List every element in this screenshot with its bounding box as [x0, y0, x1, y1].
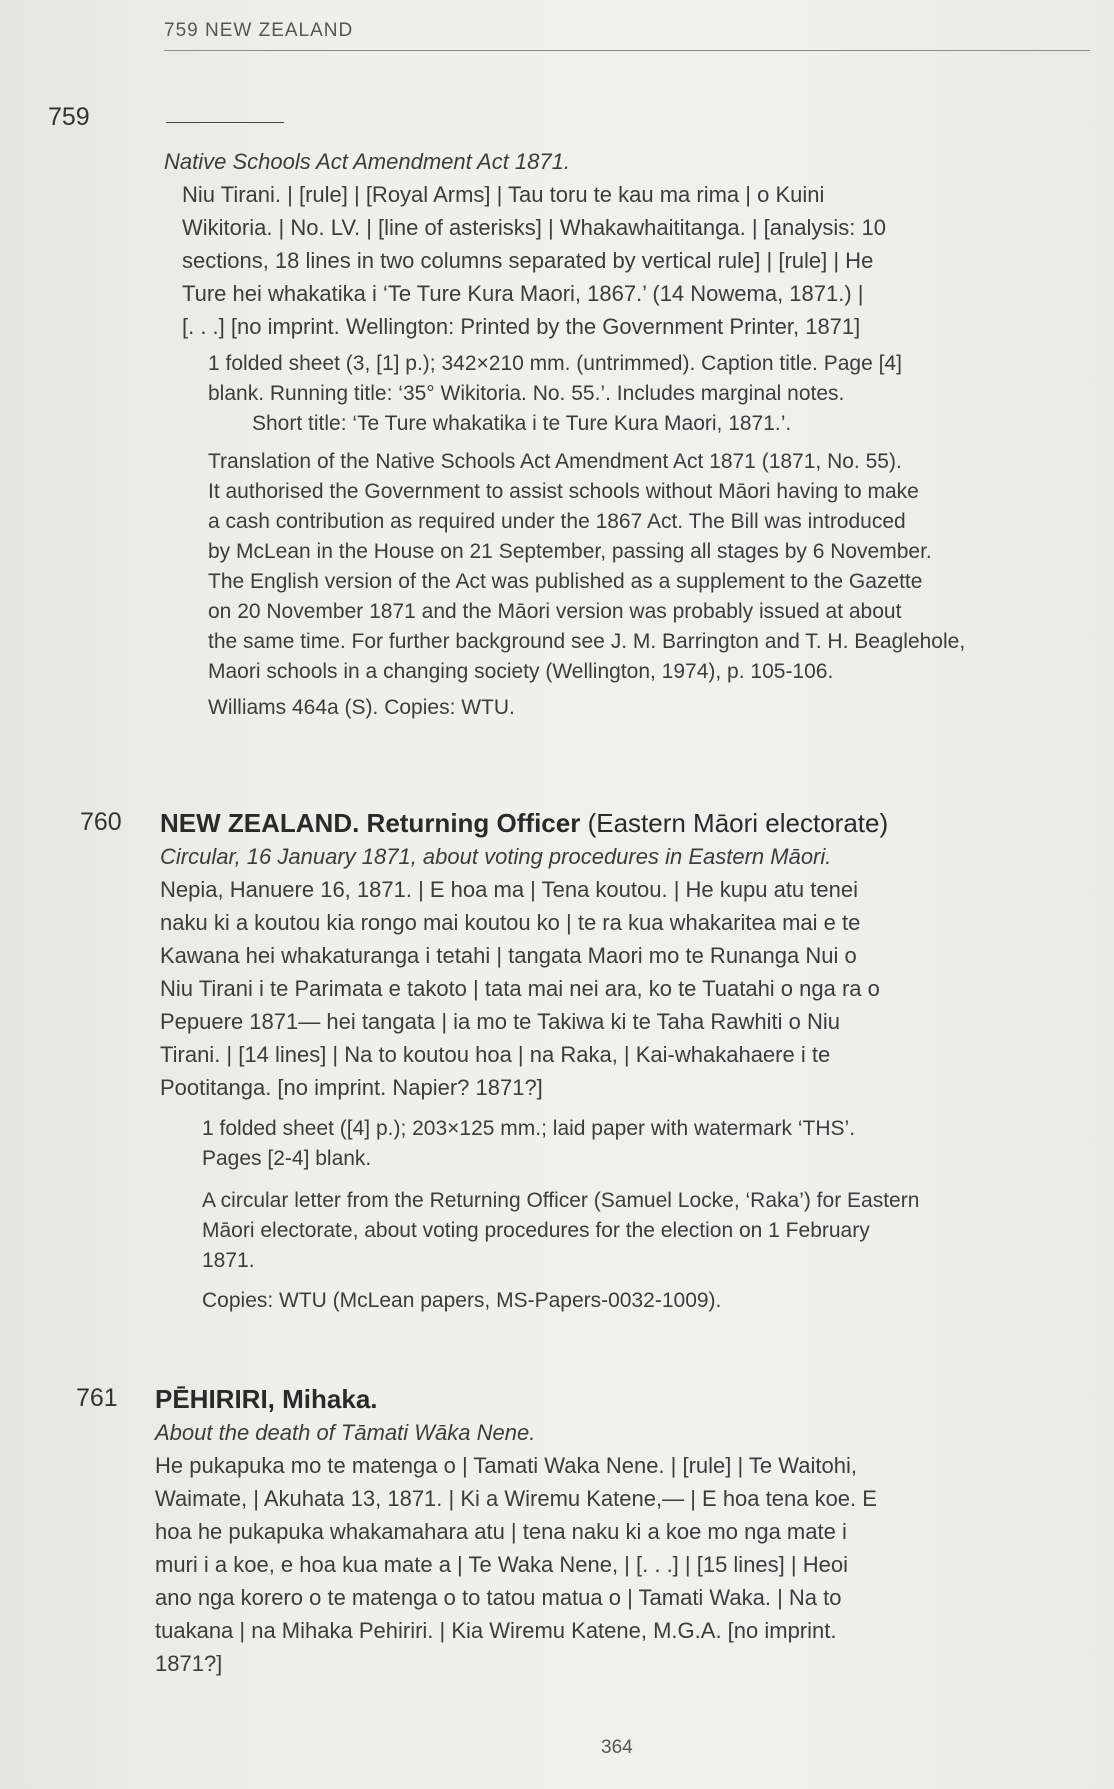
entry-760-note: A circular letter from the Returning Officer (Samuel Locke, ‘Raka’) for Eastern: [202, 1189, 920, 1212]
entry-760-transcription-line: Kawana hei whakaturanga i tetahi | tangata Maori mo te Runanga Nui o: [160, 943, 857, 968]
entry-759-short-title: Short title: ‘Te Ture whakatika i te Ture Kura Maori, 1871.’.: [252, 412, 792, 435]
entry-761-transcription-line: ano nga korero o te matenga o to tatou matua o | Tamati Waka. | Na to: [155, 1585, 842, 1610]
entry-760-heading-qualifier: (Eastern Māori electorate): [580, 808, 889, 838]
entry-760-transcription-line: Pootitanga. [no imprint. Napier? 1871?]: [160, 1075, 543, 1100]
entry-759-transcription-line: sections, 18 lines in two columns separated by vertical rule] | [rule] | He: [182, 248, 874, 273]
entry-760: [160, 806, 1094, 1316]
entry-number-760: 760: [80, 808, 122, 836]
entry-759-copies: Williams 464a (S). Copies: WTU.: [208, 696, 515, 719]
entry-761-heading-author: PĒHIRIRI, Mihaka.: [155, 1384, 378, 1414]
entry-759-transcription-line: Ture hei whakatika i ‘Te Ture Kura Maori, 1867.’ (14 Nowema, 1871.) |: [182, 281, 864, 306]
entry-761-transcription-line: He pukapuka mo te matenga o | Tamati Waka Nene. | [rule] | Te Waitohi,: [155, 1453, 857, 1478]
entry-759-title: Native Schools Act Amendment Act 1871.: [164, 149, 570, 174]
entry-760-transcription-line: Niu Tirani i te Parimata e takoto | tata mai nei ara, ko te Tuatahi o nga ra o: [160, 976, 880, 1001]
entry-761-transcription-line: hoa he pukapuka whakamahara atu | tena naku ki a koe mo nga mate i: [155, 1519, 847, 1544]
entry-759-note: Maori schools in a changing society (Wellington, 1974), p. 105-106.: [208, 660, 834, 683]
entry-761: [155, 1382, 1094, 1680]
running-head: 759 NEW ZEALAND: [164, 20, 1090, 51]
entry-759-transcription-line: Niu Tirani. | [rule] | [Royal Arms] | Tau toru te kau ma rima | o Kuini: [182, 182, 825, 207]
entry-760-transcription-line: naku ki a koutou kia rongo mai koutou ko | te ra kua whakaritea mai e te: [160, 910, 861, 935]
entry-760-transcription-line: Pepuere 1871— hei tangata | ia mo te Takiwa ki te Taha Rawhiti o Niu: [160, 1009, 840, 1034]
author-rule-dash: [166, 122, 284, 123]
entry-759-note: It authorised the Government to assist schools without Māori having to make: [208, 480, 919, 503]
entry-759-note: by McLean in the House on 21 September, passing all stages by 6 November.: [208, 540, 932, 563]
entry-760-heading: [160, 806, 1094, 840]
entry-759-transcription-line: [. . .] [no imprint. Wellington: Printed by the Government Printer, 1871]: [182, 314, 861, 339]
entry-759-note: the same time. For further background see J. M. Barrington and T. H. Beaglehole,: [208, 630, 966, 653]
entry-761-heading: [155, 1382, 1094, 1416]
entry-760-transcription-line: Tirani. | [14 lines] | Na to koutou hoa | na Raka, | Kai-whakahaere i te: [160, 1042, 831, 1067]
entry-760-title: Circular, 16 January 1871, about voting procedures in Eastern Māori.: [160, 844, 832, 869]
entry-760-copies: Copies: WTU (McLean papers, MS-Papers-0032-1009).: [202, 1289, 722, 1312]
entry-761-transcription-line: 1871?]: [155, 1651, 223, 1676]
entry-759-physical: blank. Running title: ‘35° Wikitoria. No. 55.’. Includes marginal notes.: [208, 382, 845, 405]
entry-759-transcription-line: Wikitoria. | No. LV. | [line of asterisks] | Whakawhaititanga. | [analysis: 10: [182, 215, 886, 240]
entry-761-transcription-line: Waimate, | Akuhata 13, 1871. | Ki a Wiremu Katene,— | E hoa tena koe. E: [155, 1486, 877, 1511]
entry-759-note: The English version of the Act was published as a supplement to the Gazette: [208, 570, 923, 593]
entry-761-transcription-line: tuakana | na Mihaka Pehiriri. | Kia Wiremu Katene, M.G.A. [no imprint.: [155, 1618, 837, 1643]
entry-759: [164, 145, 1094, 723]
entry-number-761: 761: [76, 1384, 118, 1412]
entry-760-physical: Pages [2-4] blank.: [202, 1147, 372, 1170]
entry-760-note: 1871.: [202, 1249, 255, 1272]
entry-760-physical: 1 folded sheet ([4] p.); 203×125 mm.; laid paper with watermark ‘THS’.: [202, 1117, 856, 1140]
entry-759-physical: 1 folded sheet (3, [1] p.); 342×210 mm. (untrimmed). Caption title. Page [4]: [208, 352, 902, 375]
entry-760-note: Māori electorate, about voting procedures for the election on 1 February: [202, 1219, 870, 1242]
entry-760-heading-author: NEW ZEALAND. Returning Officer: [160, 808, 581, 838]
entry-761-transcription-line: muri i a koe, e hoa kua mate a | Te Waka Nene, | [. . .] | [15 lines] | Heoi: [155, 1552, 848, 1577]
entry-number-759: 759: [48, 103, 90, 131]
page-number: 364: [601, 1737, 633, 1758]
entry-760-transcription-line: Nepia, Hanuere 16, 1871. | E hoa ma | Tena koutou. | He kupu atu tenei: [160, 877, 858, 902]
entry-761-title: About the death of Tāmati Wāka Nene.: [155, 1420, 536, 1445]
entry-759-note: on 20 November 1871 and the Māori version was probably issued at about: [208, 600, 902, 623]
entry-759-note: a cash contribution as required under the 1867 Act. The Bill was introduced: [208, 510, 906, 533]
entry-759-note: Translation of the Native Schools Act Amendment Act 1871 (1871, No. 55).: [208, 450, 902, 473]
